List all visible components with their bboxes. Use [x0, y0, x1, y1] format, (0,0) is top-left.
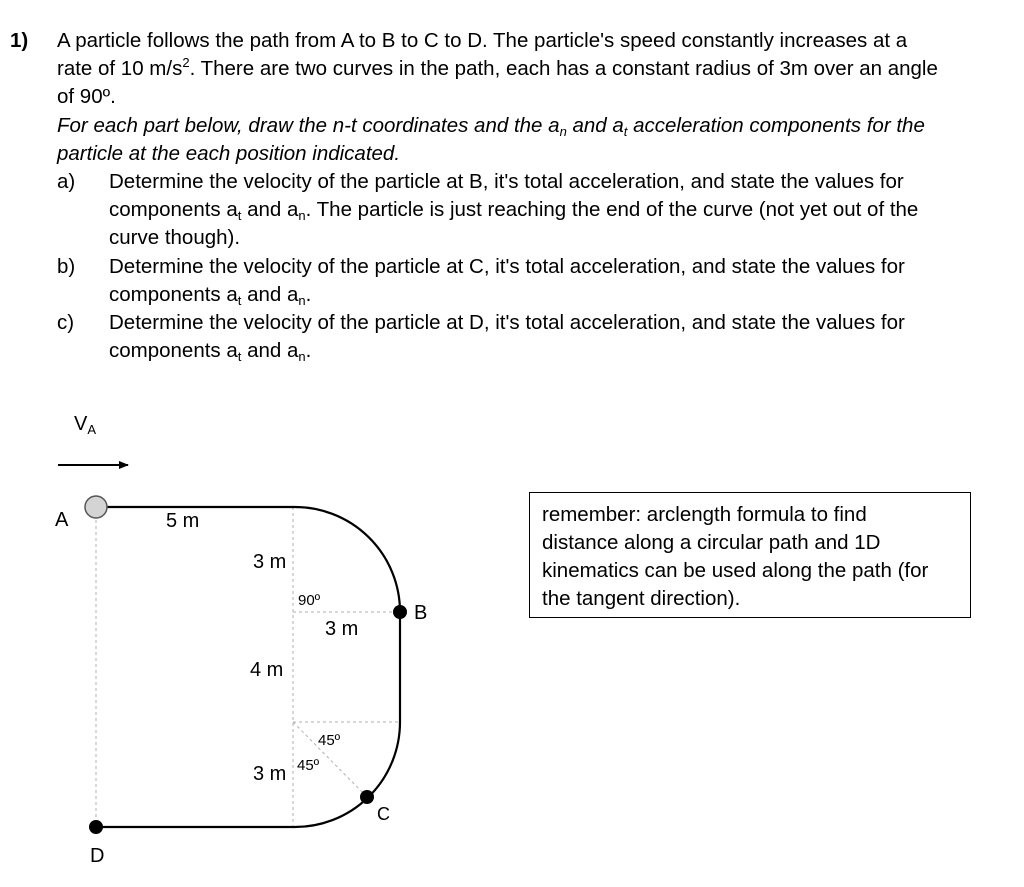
- dimension-5m: 5 m: [166, 510, 200, 532]
- point-a-marker: [85, 496, 107, 518]
- part-a-label: a): [57, 170, 76, 193]
- note-line-2: distance along a circular path and 1D: [542, 531, 881, 554]
- velocity-label: $V_A$: [74, 413, 97, 437]
- part-b-label: b): [57, 255, 76, 278]
- part-c-line-1: Determine the velocity of the particle at D, it's total acceleration, and state the values for: [109, 311, 905, 334]
- point-b-marker: [393, 605, 407, 619]
- intro-line-3: of 90º.: [57, 85, 116, 108]
- point-b-label: B: [414, 602, 428, 624]
- dimension-3m-radius: 3 m: [325, 618, 359, 640]
- note-line-3: kinematics can be used along the path (for: [542, 559, 929, 582]
- problem-number: 1): [10, 29, 29, 52]
- construction-lines: [96, 507, 400, 827]
- angle-45-upper-label: 45º: [318, 732, 341, 749]
- part-a-line-1: Determine the velocity of the particle at B, it's total acceleration, and state the values for: [109, 170, 904, 193]
- intro-line-1: A particle follows the path from A to B to C to D. The particle's speed constantly increases at a: [57, 29, 908, 52]
- point-d-label: D: [90, 845, 105, 867]
- part-b-line-2: components $a_t$ and $a_n$.: [109, 283, 312, 308]
- part-a-line-3: curve though).: [109, 226, 241, 249]
- note-line-1: remember: arclength formula to find: [542, 503, 867, 526]
- instruction-line-1: For each part below, draw the n-t coordinates and the $a_n$ and $a_t$ acceleration components for the: [57, 114, 925, 139]
- point-d-marker: [89, 820, 103, 834]
- point-c-label: C: [377, 804, 390, 824]
- angle-90-label: 90º: [298, 592, 321, 609]
- dimension-3m-top: 3 m: [253, 551, 287, 573]
- particle-path: [96, 507, 400, 827]
- part-a-line-2: components $a_t$ and $a_n$. The particle is just reaching the end of the curve (not yet out of the: [109, 198, 919, 223]
- point-c-marker: [360, 790, 374, 804]
- dimension-4m: 4 m: [250, 659, 284, 681]
- intro-line-2: rate of 10 $m/s^2$. There are two curves in the path, each has a constant radius of 3m over an angle: [57, 55, 938, 80]
- note-line-4: the tangent direction).: [542, 587, 741, 610]
- part-c-line-2: components $a_t$ and $a_n$.: [109, 339, 312, 364]
- dimension-3m-bottom: 3 m: [253, 763, 287, 785]
- point-a-label: A: [55, 509, 69, 531]
- instruction-line-2: particle at the each position indicated.: [57, 142, 401, 165]
- reminder-note-box: [529, 492, 971, 618]
- part-b-line-1: Determine the velocity of the particle at C, it's total acceleration, and state the values for: [109, 255, 905, 278]
- angle-45-lower-label: 45º: [297, 757, 320, 774]
- part-c-label: c): [57, 311, 75, 334]
